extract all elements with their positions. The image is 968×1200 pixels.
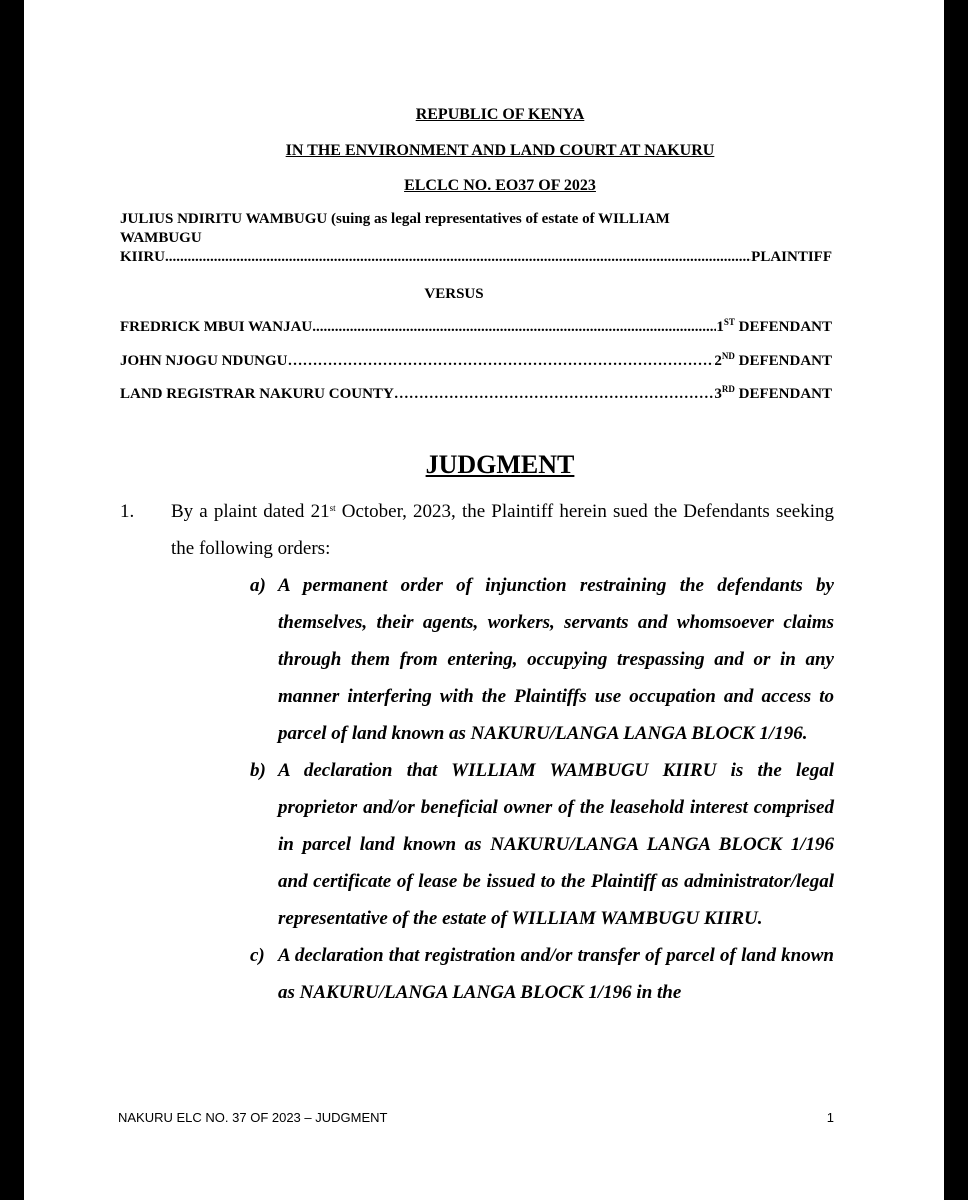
ordinal-number: 1 [716,319,724,335]
judgment-title: JUDGMENT [425,450,575,479]
defendant-role: DEFENDANT [738,353,832,369]
order-text: A declaration that WILLIAM WAMBUGU KIIRU is the legal proprietor and/or beneficial owner of the leasehold interest comprised in parcel land known as NAKURU/LANGA LANGA BLOCK 1/196 and certificate of lease be issued to the Plaintiff as administrator/legal representative of the estate of WILLIAM WAMBUGU KIIRU. [278,760,834,929]
defendant-row-1 [120,318,832,337]
plaintiff-name-line2: WAMBUGU [120,230,202,246]
ordinal-suffix: RD [721,385,735,394]
plaintiff-role-row [120,248,832,267]
ordinal-number: 2 [714,353,722,369]
defendant-row-3 [120,385,832,404]
paragraph-1 [171,493,834,567]
order-item [250,752,834,937]
plaintiff-name-line3: KIIRU [120,249,166,265]
plaintiff-name-line1: JULIUS NDIRITU WAMBUGU (suing as legal representatives of estate of WILLIAM [120,211,670,227]
republic-heading: REPUBLIC OF KENYA [415,106,585,123]
ordinal-number: 3 [714,386,722,402]
defendant-ordinal [716,318,735,337]
paragraph-text: October, 2023, the Plaintiff herein sued the Defendants seeking the following orders: [171,501,834,559]
paragraph-number: 1. [120,501,135,522]
defendant-name: FREDRICK MBUI WANJAU [120,319,313,335]
defendant-row-2 [120,352,832,371]
order-label: b) [250,760,266,781]
order-item [250,567,834,752]
order-item [250,937,834,1011]
defendant-ordinal [714,352,735,371]
orders-list [250,567,834,1011]
dot-leader [394,385,715,404]
dot-leader [165,248,751,267]
order-label: a) [250,575,266,596]
defendant-name: JOHN NJOGU NDUNGU [120,353,288,369]
dot-leader [312,318,716,337]
date-suffix: st [329,503,336,513]
page-number: 1 [826,1110,834,1125]
case-number-heading: ELCLC NO. EO37 OF 2023 [404,177,596,194]
defendant-role: DEFENDANT [738,386,832,402]
defendant-ordinal [714,385,735,404]
court-heading: IN THE ENVIRONMENT AND LAND COURT AT NAKURU [285,142,715,159]
order-text: A declaration that registration and/or transfer of parcel of land known as NAKURU/LANGA LANGA BLOCK 1/196 in the [278,945,834,1003]
ordinal-suffix: ST [723,318,735,327]
ordinal-suffix: ND [721,352,735,361]
defendant-role: DEFENDANT [738,319,832,335]
paragraph-text: By a plaint dated 21 [171,501,330,522]
defendant-name: LAND REGISTRAR NAKURU COUNTY [120,386,394,402]
order-text: A permanent order of injunction restraining the defendants by themselves, their agents, workers, servants and whomsoever claims through them from entering, occupying trespassing and or in any manner interfering with the Plaintiffs use occupation and access to parcel of land known as NAKURU/LANGA LANGA BLOCK 1/196. [278,575,834,744]
dot-leader [288,352,715,371]
order-label: c) [250,945,265,966]
versus-label: VERSUS [424,286,484,302]
document-page [24,0,944,1200]
plaintiff-block [120,210,832,267]
footer-case-title: NAKURU ELC NO. 37 OF 2023 – JUDGMENT [118,1110,388,1125]
plaintiff-role: PLAINTIFF [751,249,832,265]
